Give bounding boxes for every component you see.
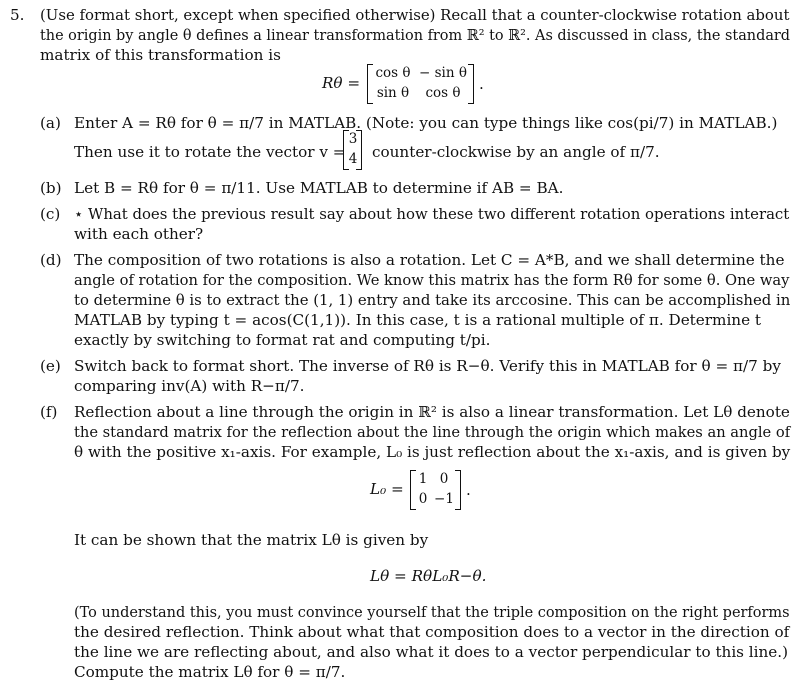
part-a-label: (a) [40, 114, 61, 132]
part-c-line-1: ⋆ What does the previous result say about how these two different rotation operations interact [74, 205, 790, 223]
part-a-line-1: Enter A = Rθ for θ = π/7 in MATLAB. (Note: you can type things like cos(pi/7) in MATLAB.) [74, 114, 778, 132]
l0-matrix-lhs: L₀ = [370, 480, 404, 498]
part-d-line-3: to determine θ is to extract the (1, 1) entry and take its arccosine. This can be accomplished in [74, 291, 791, 309]
rotation-matrix [322, 62, 502, 106]
matrix-cell-22: −1 [434, 491, 454, 507]
reflection-formula: Lθ = RθL₀R−θ. [370, 567, 487, 585]
l0-matrix [370, 468, 490, 512]
period: . [479, 75, 484, 93]
part-f-closing-2: the desired reflection. Think about what that composition does to a vector in the direction of [74, 623, 790, 641]
vector-entry-1: 3 [348, 131, 358, 147]
part-d-line-5: exactly by switching to format rat and computing t/pi. [74, 331, 491, 349]
part-f-line-3: θ with the positive x₁-axis. For example, L₀ is just reflection about the x₁-axis, and is given by [74, 443, 791, 461]
matrix-cell-21: sin θ [376, 85, 410, 101]
part-b-label: (b) [40, 179, 62, 197]
vector-entry-2: 4 [348, 151, 358, 167]
matrix-cell-21: 0 [418, 491, 428, 507]
rotation-matrix-lhs: Rθ = [322, 74, 361, 92]
matrix-cell-11: cos θ [375, 65, 411, 81]
intro-line-1: (Use format short, except when specified otherwise) Recall that a counter-clockwise rotation about [40, 6, 790, 24]
part-b-line-1: Let B = Rθ for θ = π/11. Use MATLAB to determine if AB = BA. [74, 179, 564, 197]
period: . [466, 481, 471, 499]
part-d-line-2: angle of rotation for the composition. We know this matrix has the form Rθ for some θ. One way [74, 271, 790, 289]
part-d-label: (d) [40, 251, 62, 269]
intro-line-3: matrix of this transformation is [40, 46, 281, 64]
part-a-line-2-post: counter-clockwise by an angle of π/7. [372, 143, 660, 161]
part-f-closing-3: the line we are reflecting about, and also what it does to a vector perpendicular to this line.) [74, 643, 789, 661]
right-bracket [356, 130, 362, 170]
part-d-line-1: The composition of two rotations is also a rotation. Let C = A*B, and we shall determine the [74, 251, 785, 269]
matrix-cell-11: 1 [418, 471, 428, 487]
part-f-label: (f) [40, 403, 58, 421]
part-d-line-4: MATLAB by typing t = acos(C(1,1)). In this case, t is a rational multiple of π. Determine t [74, 311, 761, 329]
matrix-cell-12: − sin θ [419, 65, 467, 81]
right-bracket [455, 470, 461, 510]
part-f-line-2: the standard matrix for the reflection about the line through the origin which makes an angle of [74, 423, 791, 441]
part-f-line-1: Reflection about a line through the origin in ℝ² is also a linear transformation. Let Lθ denote [74, 403, 790, 421]
part-e-line-2: comparing inv(A) with R−π/7. [74, 377, 305, 395]
part-e-label: (e) [40, 357, 61, 375]
matrix-cell-22: cos θ [425, 85, 461, 101]
problem-number: 5. [10, 6, 25, 24]
part-c-line-2: with each other? [74, 225, 204, 243]
part-e-line-1: Switch back to format short. The inverse of Rθ is R−θ. Verify this in MATLAB for θ = π/7 by [74, 357, 781, 375]
part-c-label: (c) [40, 205, 61, 223]
intro-line-2: the origin by angle θ defines a linear transformation from ℝ² to ℝ². As discussed in class, the standard [40, 26, 791, 44]
matrix-cell-12: 0 [439, 471, 449, 487]
right-bracket [468, 64, 474, 104]
part-a-line-2-pre: Then use it to rotate the vector v = [74, 143, 346, 161]
part-f-shown-line: It can be shown that the matrix Lθ is given by [74, 531, 429, 549]
part-f-closing-4: Compute the matrix Lθ for θ = π/7. [74, 663, 346, 681]
part-f-closing-1: (To understand this, you must convince yourself that the triple composition on the right performs [74, 603, 790, 621]
vector-v [343, 128, 363, 172]
